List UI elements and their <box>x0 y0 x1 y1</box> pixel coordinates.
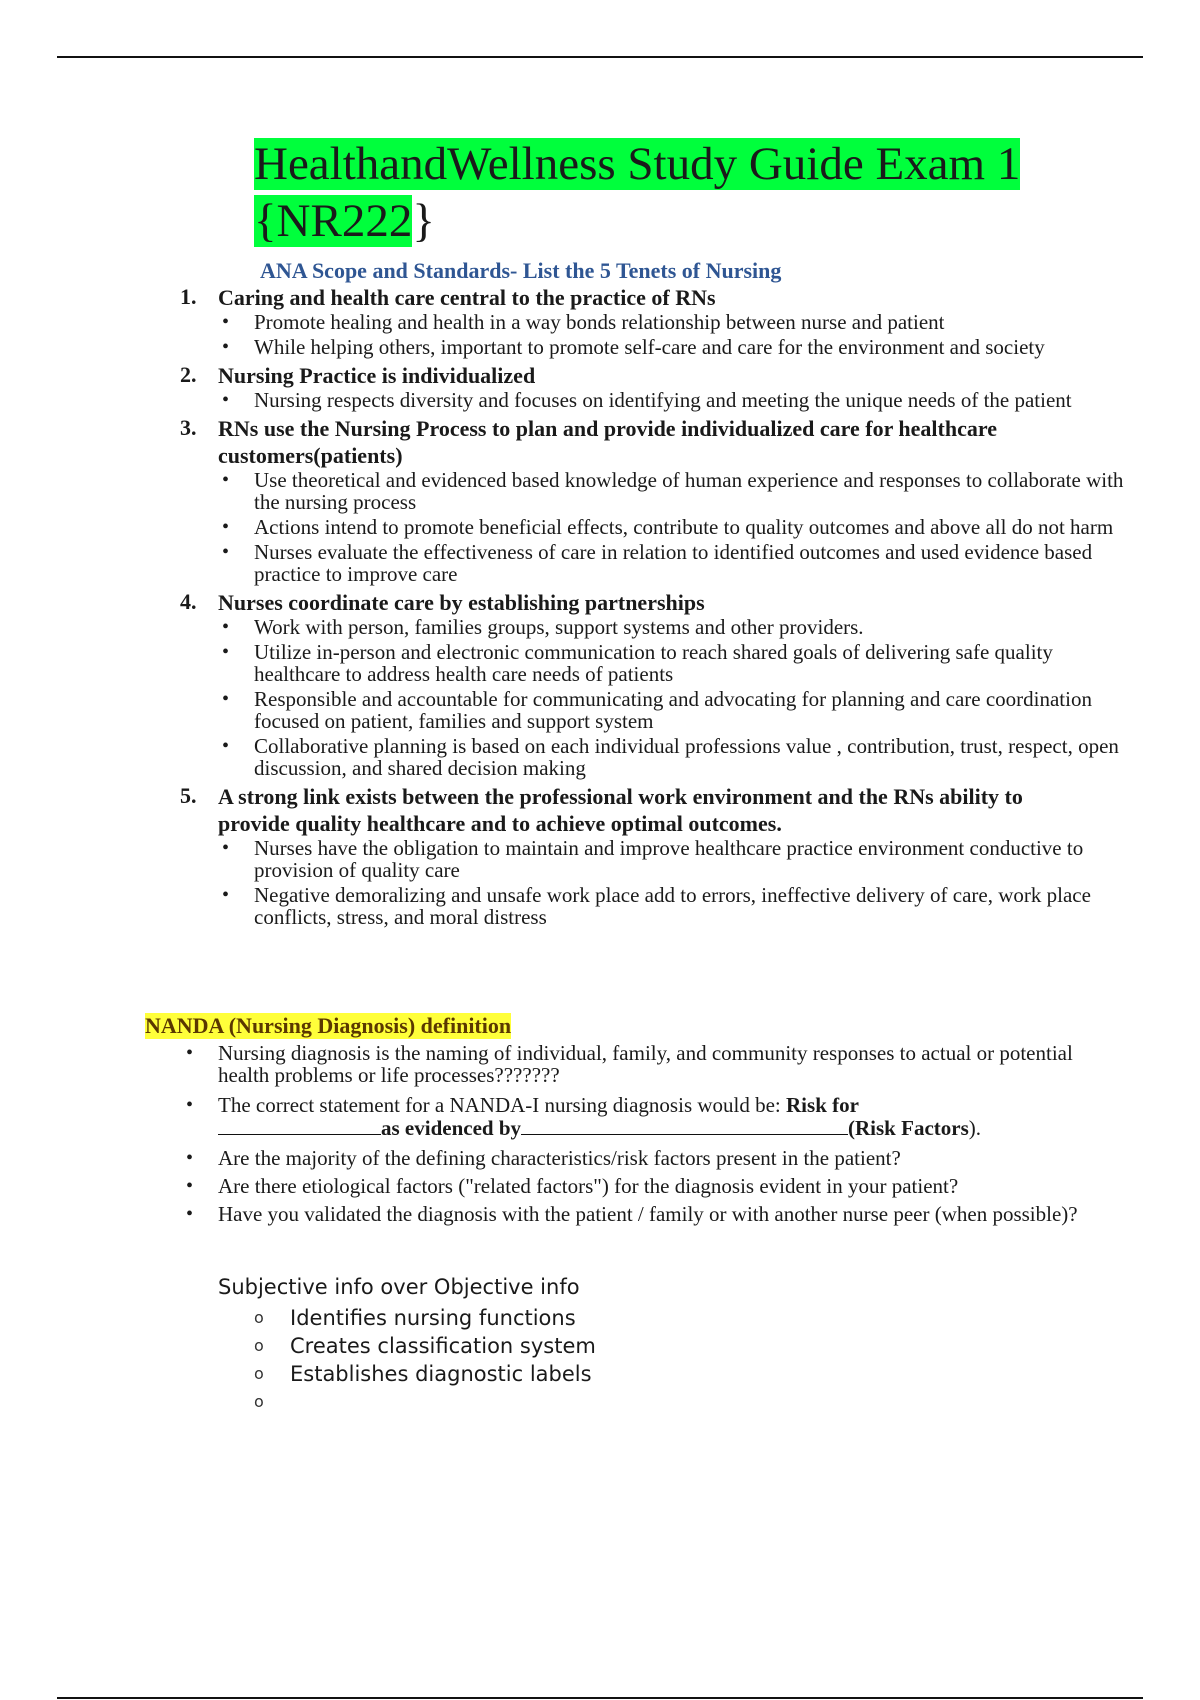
list-item <box>218 884 1134 928</box>
tenet-number: 2. <box>180 362 197 387</box>
bullet-text: Are the majority of the defining characteristics/risk factors present in the patient? <box>218 1146 901 1170</box>
tenet-2 <box>0 362 1200 411</box>
bullet-icon: • <box>222 884 230 906</box>
list-item <box>218 516 1134 538</box>
tenet-number: 1. <box>180 284 197 309</box>
bullet-icon: • <box>222 616 230 638</box>
tenet-number: 4. <box>180 589 197 614</box>
bullet-icon: • <box>222 541 230 563</box>
tenet-heading: Caring and health care central to the practice of RNs <box>218 285 716 310</box>
bullet-text: The correct statement for a NANDA-I nursing diagnosis would be: <box>218 1093 787 1117</box>
bullet-text: Negative demoralizing and unsafe work place add to errors, ineffective delivery of care, work place conflicts, stress, and moral distress <box>254 883 1091 929</box>
tenet-number: 5. <box>180 783 197 808</box>
nanda-heading: NANDA (Nursing Diagnosis) definition <box>145 1013 512 1038</box>
blank-line <box>521 1116 848 1135</box>
item-text: Establishes diagnostic labels <box>290 1362 592 1386</box>
evidenced-by-label: as evidenced by <box>381 1116 522 1140</box>
subjective-heading: Subjective info over Objective info <box>218 1275 580 1299</box>
bullet-text: Responsible and accountable for communicating and advocating for planning and care coordination focused on patient, families and support system <box>254 687 1092 733</box>
bullet-text: Promote healing and health in a way bonds relationship between nurse and patient <box>254 310 945 334</box>
tenet-number: 3. <box>180 415 197 440</box>
bullet-icon: • <box>222 641 230 663</box>
title-line-1: HealthandWellness Study Guide Exam 1 <box>254 138 1021 190</box>
item-text: Identifies nursing functions <box>290 1306 576 1330</box>
tenet-bullets <box>218 837 1200 928</box>
bullet-text: Use theoretical and evidenced based knowledge of human experience and responses to collaborate with the nursing process <box>254 468 1124 514</box>
tenet-1 <box>0 284 1200 358</box>
tenet-bullets <box>218 616 1200 779</box>
list-item <box>182 1042 1102 1086</box>
bullet-text: Nurses evaluate the effectiveness of care in relation to identified outcomes and used evidence based practice to improve care <box>254 540 1093 586</box>
list-item <box>218 541 1134 585</box>
bullet-icon: • <box>222 389 230 411</box>
bullet-icon: • <box>186 1042 194 1064</box>
list-item <box>218 1304 596 1332</box>
circle-bullet-icon: o <box>254 1336 264 1355</box>
section-subtitle: ANA Scope and Standards- List the 5 Tenets of Nursing <box>260 258 782 283</box>
subjective-list <box>218 1304 596 1416</box>
subjective-section <box>218 1274 596 1416</box>
list-item <box>218 641 1134 685</box>
tenet-3 <box>0 415 1200 585</box>
title-line-2: {NR222 <box>254 195 413 247</box>
bullet-icon: • <box>186 1175 194 1197</box>
list-item <box>218 389 1134 411</box>
statement-end: ). <box>968 1116 981 1140</box>
list-item <box>182 1203 1102 1225</box>
list-item <box>218 336 1134 358</box>
nanda-list <box>182 1042 1102 1231</box>
tenets-list <box>0 284 1200 932</box>
list-item <box>182 1175 1102 1197</box>
tenet-5 <box>0 783 1200 928</box>
bullet-icon: • <box>186 1203 194 1225</box>
tenet-heading: RNs use the Nursing Process to plan and provide individualized care for healthcare customers(patients) <box>218 416 998 468</box>
bottom-rule <box>57 1697 1143 1699</box>
list-item <box>218 1360 596 1388</box>
risk-factors-label: (Risk Factors <box>848 1116 969 1140</box>
tenet-heading: Nursing Practice is individualized <box>218 363 536 388</box>
bullet-text: Nursing respects diversity and focuses on identifying and meeting the unique needs of the patient <box>254 388 1072 412</box>
bullet-text: Nursing diagnosis is the naming of individual, family, and community responses to actual or potential health problems or life processes??????? <box>218 1041 1073 1087</box>
title-line-2-brace: } <box>412 195 435 247</box>
list-item <box>218 1332 596 1360</box>
list-item <box>182 1147 1102 1169</box>
list-item <box>182 1094 1102 1139</box>
list-item <box>218 735 1134 779</box>
bullet-icon: • <box>222 516 230 538</box>
tenet-bullets <box>218 311 1200 358</box>
tenet-bullets <box>218 469 1200 585</box>
bullet-icon: • <box>186 1094 194 1116</box>
list-item <box>218 616 1134 638</box>
bullet-text: Nurses have the obligation to maintain and improve healthcare practice environment conductive to provision of quality care <box>254 836 1084 882</box>
bullet-icon: • <box>186 1147 194 1169</box>
bullet-text: Collaborative planning is based on each individual professions value , contribution, trust, respect, open discussion, and shared decision making <box>254 734 1119 780</box>
list-item <box>218 469 1134 513</box>
circle-bullet-icon: o <box>254 1364 264 1383</box>
tenet-heading: A strong link exists between the professional work environment and the RNs ability to provide quality healthcare and to achieve optimal outcomes. <box>218 784 1023 836</box>
tenet-4 <box>0 589 1200 779</box>
bullet-icon: • <box>222 837 230 859</box>
bullet-text: While helping others, important to promote self-care and care for the environment and society <box>254 335 1045 359</box>
list-item <box>218 688 1134 732</box>
circle-bullet-icon: o <box>254 1392 264 1411</box>
bullet-icon: • <box>222 469 230 491</box>
risk-for-label: Risk for <box>786 1093 859 1117</box>
bullet-icon: • <box>222 688 230 710</box>
item-text: Creates classification system <box>290 1334 596 1358</box>
bullet-icon: • <box>222 311 230 333</box>
tenet-bullets <box>218 389 1200 411</box>
document-title <box>254 136 1154 250</box>
bullet-text: Work with person, families groups, support systems and other providers. <box>254 615 864 639</box>
bullet-text: Utilize in-person and electronic communication to reach shared goals of delivering safe quality healthcare to address health care needs of patients <box>254 640 1053 686</box>
blank-line <box>218 1116 381 1135</box>
bullet-text: Have you validated the diagnosis with the patient / family or with another nurse peer (when possible)? <box>218 1202 1078 1226</box>
bullet-text: Actions intend to promote beneficial effects, contribute to quality outcomes and above all do not harm <box>254 515 1114 539</box>
top-rule <box>57 56 1143 58</box>
list-item <box>218 311 1134 333</box>
list-item <box>218 837 1134 881</box>
list-item <box>218 1388 596 1416</box>
tenet-heading: Nurses coordinate care by establishing partnerships <box>218 590 705 615</box>
bullet-icon: • <box>222 336 230 358</box>
circle-bullet-icon: o <box>254 1308 264 1327</box>
bullet-text: Are there etiological factors ("related factors") for the diagnosis evident in your patient? <box>218 1174 959 1198</box>
bullet-icon: • <box>222 735 230 757</box>
